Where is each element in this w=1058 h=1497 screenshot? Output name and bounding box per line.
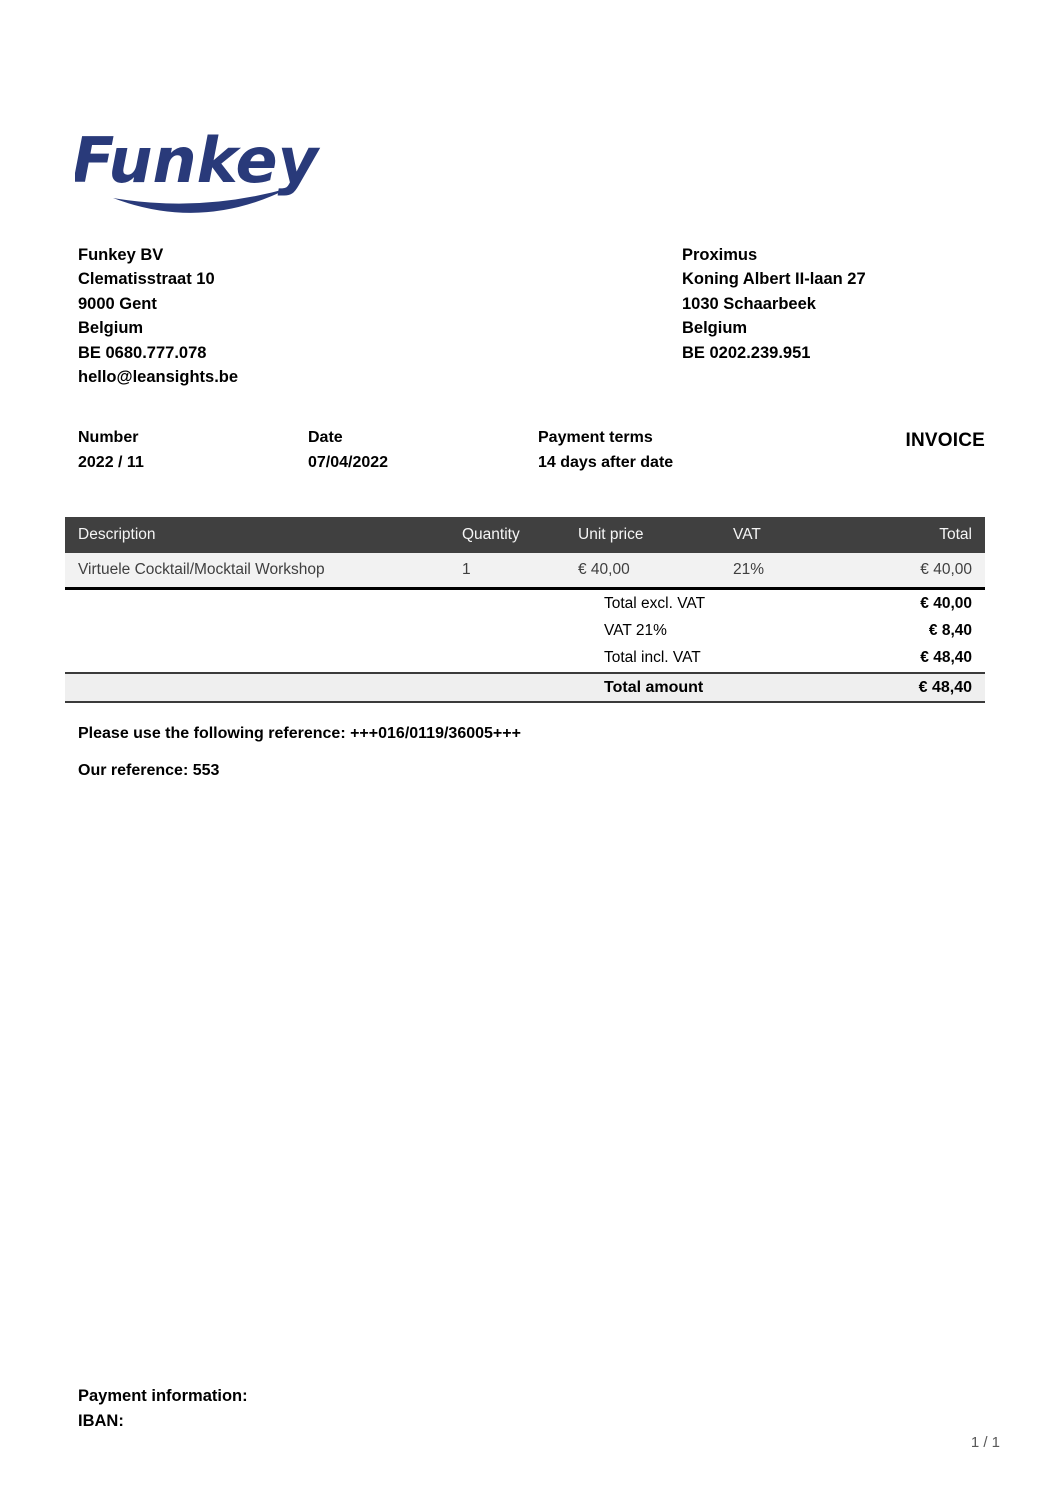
- payment-information-title: Payment information:: [78, 1387, 248, 1405]
- invoice-date-value: 07/04/2022: [308, 454, 389, 471]
- column-header-description: Description: [78, 526, 156, 543]
- invoice-date-group: [308, 429, 388, 472]
- sender-street: Clematisstraat 10: [78, 270, 215, 289]
- sender-city: 9000 Gent: [78, 294, 157, 313]
- sender-address-block: [78, 243, 238, 389]
- payment-terms-value: 14 days after date: [538, 454, 674, 471]
- recipient-address-block: [682, 243, 866, 365]
- summary-value: € 48,40: [920, 648, 972, 666]
- column-header-vat: VAT: [733, 526, 761, 543]
- summary-value: € 40,00: [920, 594, 972, 612]
- item-unit-price: € 40,00: [578, 561, 630, 578]
- item-description: Virtuele Cocktail/Mocktail Workshop: [78, 561, 325, 578]
- our-reference-line: Our reference: 553: [78, 762, 220, 779]
- summary-value: € 8,40: [928, 621, 972, 639]
- page-number: 1 / 1: [970, 1434, 1000, 1451]
- funkey-logo-icon: [75, 118, 325, 226]
- sender-email: hello@leansights.be: [78, 368, 239, 387]
- sender-country: Belgium: [78, 319, 144, 338]
- total-amount-value: € 48,40: [918, 678, 972, 696]
- recipient-company: Proximus: [682, 246, 758, 264]
- iban-label: IBAN:: [78, 1412, 124, 1430]
- summary-row-vat: [65, 617, 985, 644]
- summary-label: Total incl. VAT: [604, 648, 701, 666]
- summary-row-excl-vat: [65, 590, 985, 617]
- total-amount-row: [65, 672, 985, 703]
- sender-company: Funkey BV: [78, 246, 164, 264]
- payment-reference-line: Please use the following reference: +++016/0119/36005+++: [78, 725, 521, 742]
- summary-label: VAT 21%: [604, 621, 667, 639]
- reference-notes: [78, 724, 521, 781]
- column-header-quantity: Quantity: [462, 526, 520, 543]
- invoice-table: [65, 517, 985, 703]
- logo-wordmark: Funkey: [75, 124, 318, 197]
- payment-terms-group: [538, 429, 673, 472]
- summary-row-incl-vat: [65, 644, 985, 671]
- payment-terms-label: Payment terms: [538, 429, 653, 446]
- company-logo: [75, 118, 325, 226]
- column-header-unit-price: Unit price: [578, 526, 644, 543]
- recipient-vat-number: BE 0202.239.951: [682, 343, 811, 362]
- recipient-street: Koning Albert II-laan 27: [682, 270, 866, 289]
- summary-label: Total excl. VAT: [604, 594, 706, 612]
- document-type-title: INVOICE: [905, 430, 985, 451]
- invoice-number-group: [78, 429, 144, 472]
- recipient-city: 1030 Schaarbeek: [682, 294, 816, 313]
- total-amount-label: Total amount: [604, 678, 704, 696]
- table-row: [65, 553, 985, 590]
- invoice-date-label: Date: [308, 429, 343, 446]
- invoice-number-value: 2022 / 11: [78, 454, 144, 471]
- recipient-country: Belgium: [682, 319, 748, 338]
- invoice-meta: [78, 429, 985, 489]
- table-header-row: [65, 517, 985, 553]
- sender-vat-number: BE 0680.777.078: [78, 343, 207, 362]
- item-vat: 21%: [733, 561, 765, 578]
- payment-information-block: [78, 1384, 248, 1434]
- column-header-total: Total: [939, 526, 972, 543]
- item-total: € 40,00: [920, 561, 972, 578]
- item-quantity: 1: [462, 561, 471, 578]
- invoice-number-label: Number: [78, 429, 139, 446]
